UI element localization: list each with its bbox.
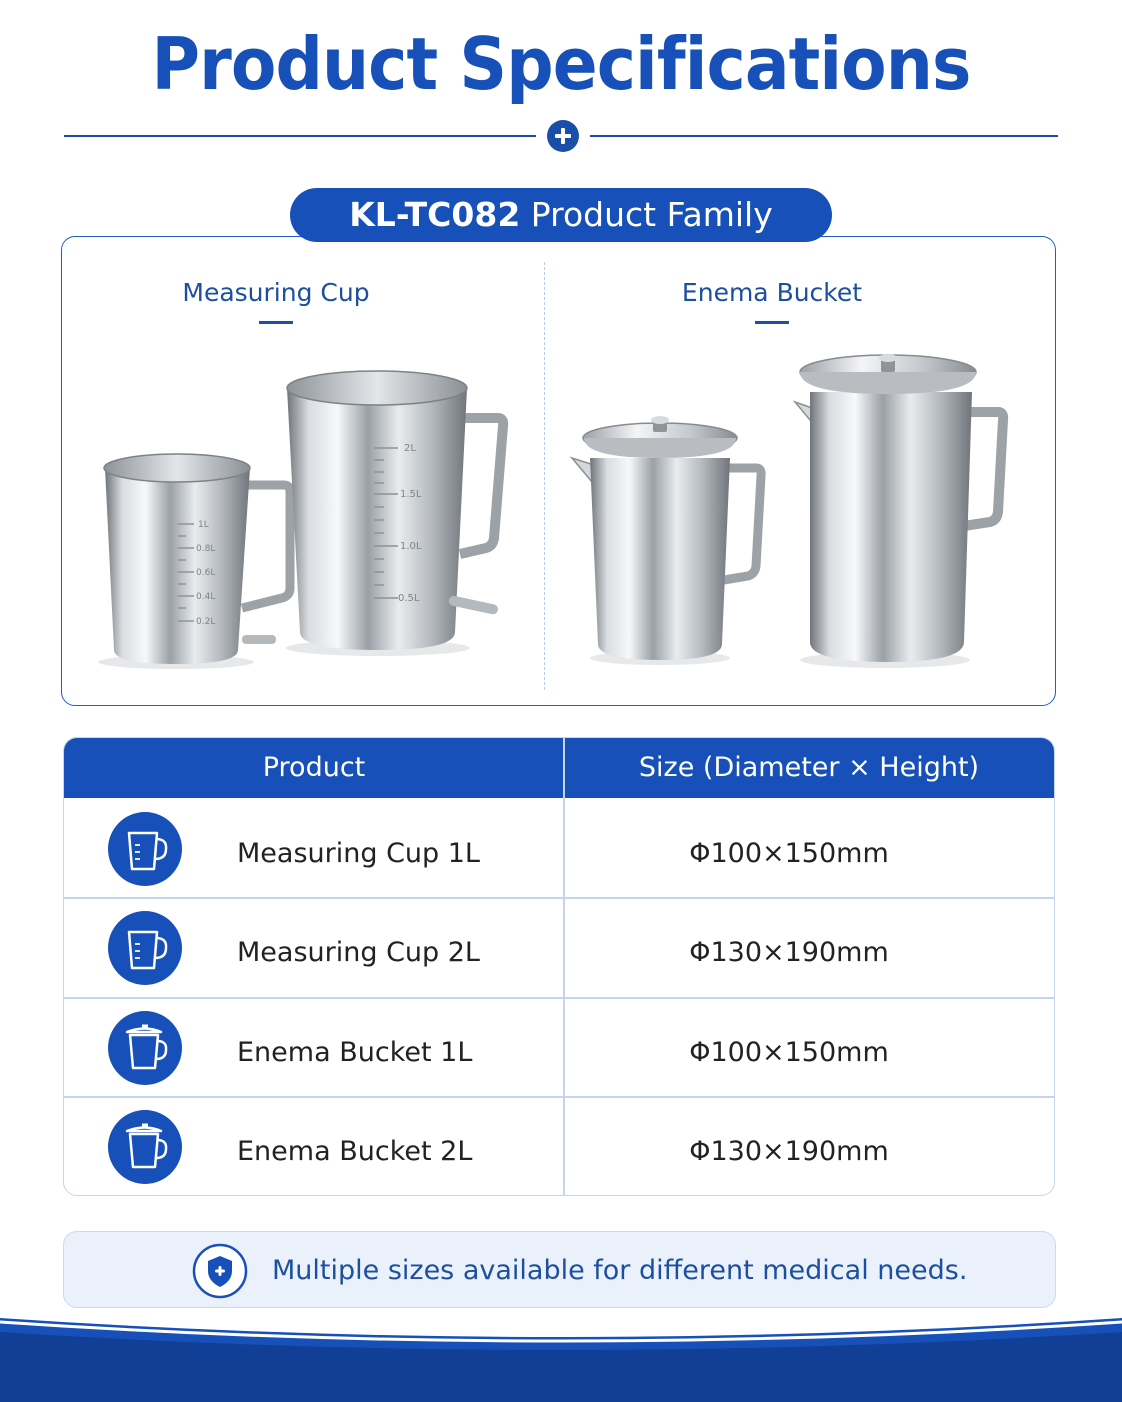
enema-bucket-2l-photo xyxy=(795,354,1003,668)
row-product-name: Enema Bucket 2L xyxy=(237,1136,473,1167)
footer-wave xyxy=(0,1316,1122,1402)
measuring-cup-icon xyxy=(107,811,183,887)
row-product-name: Measuring Cup 2L xyxy=(237,937,480,968)
title-divider-left xyxy=(64,135,536,137)
row-product-name: Enema Bucket 1L xyxy=(237,1037,473,1068)
model-number: KL-TC082 xyxy=(349,195,521,234)
measuring-cup-1l-photo xyxy=(98,454,290,669)
spec-table xyxy=(63,737,1055,1196)
enema-bucket-icon xyxy=(107,1010,183,1086)
cup-mark: 0.6L xyxy=(196,568,216,578)
measuring-cup-heading: Measuring Cup xyxy=(182,278,370,307)
row-product-name: Measuring Cup 1L xyxy=(237,838,480,869)
cup-mark: 0.2L xyxy=(196,617,216,627)
title-divider-right xyxy=(590,135,1058,137)
measuring-cup-2l-photo xyxy=(286,371,503,656)
row-product-size: Φ130×190mm xyxy=(689,937,889,968)
cup-mark: 1L xyxy=(198,520,209,530)
row-product-size: Φ100×150mm xyxy=(689,838,889,869)
row-product-size: Φ130×190mm xyxy=(689,1136,889,1167)
cup-mark: 0.5L xyxy=(398,593,420,604)
cup-mark: 0.4L xyxy=(196,592,216,602)
heading-underline xyxy=(755,321,789,324)
row-product-size: Φ100×150mm xyxy=(689,1037,889,1068)
spec-table-header xyxy=(64,738,1054,798)
product-family-label: Product Family xyxy=(530,195,773,234)
page-title: Product Specifications xyxy=(151,22,971,106)
table-row xyxy=(64,1096,1054,1195)
cup-mark: 2L xyxy=(404,443,416,454)
measuring-cup-icon xyxy=(107,910,183,986)
header-product: Product xyxy=(262,752,366,783)
plus-icon xyxy=(547,120,579,152)
enema-bucket-1l-photo xyxy=(572,416,761,665)
table-row xyxy=(64,798,1054,897)
cup-mark: 1.0L xyxy=(400,541,422,552)
shield-plus-icon xyxy=(192,1243,248,1299)
info-note xyxy=(63,1231,1056,1308)
heading-underline xyxy=(259,321,293,324)
cup-mark: 0.8L xyxy=(196,544,216,554)
note-text: Multiple sizes available for different medical needs. xyxy=(272,1255,968,1286)
enema-bucket-heading: Enema Bucket xyxy=(681,278,863,307)
table-row xyxy=(64,997,1054,1096)
enema-bucket-icon xyxy=(107,1109,183,1185)
product-photos xyxy=(62,340,1056,690)
product-family-banner xyxy=(290,188,832,242)
table-row xyxy=(64,897,1054,996)
cup-mark: 1.5L xyxy=(400,489,422,500)
header-size: Size (Diameter × Height) xyxy=(638,752,980,783)
